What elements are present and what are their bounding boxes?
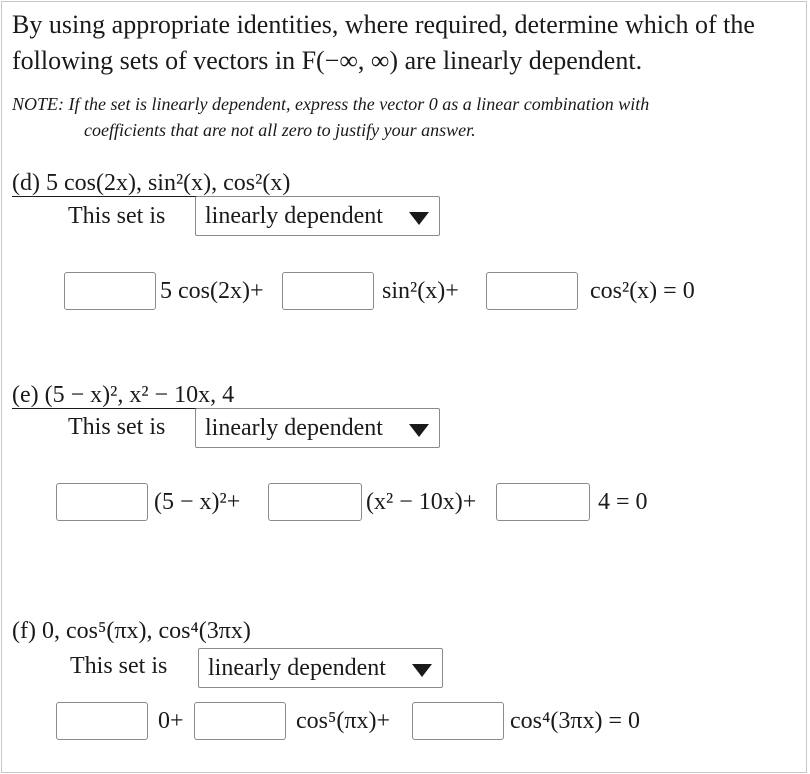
part-d-dropdown-value: linearly dependent (205, 203, 383, 229)
intro-line-1: By using appropriate identities, where required, determine which of the (12, 10, 755, 39)
part-f-term-1: 0+ (158, 708, 184, 734)
note-line-1 (12, 91, 649, 117)
part-f-dependence-dropdown[interactable] (198, 648, 443, 688)
part-f-coef-2-input[interactable] (194, 702, 286, 740)
part-e-coef-3-input[interactable] (496, 483, 590, 521)
part-f-term-2: cos⁵(πx)+ (296, 708, 390, 734)
part-d-statement: This set is (68, 203, 166, 229)
part-f-header: (f) 0, cos⁵(πx), cos⁴(3πx) (12, 618, 251, 644)
part-f-coef-3-input[interactable] (412, 702, 504, 740)
note-line-2: coefficients that are not all zero to justify your answer. (84, 120, 476, 140)
part-e-term-1: (5 − x)²+ (154, 489, 241, 515)
part-e-coef-1-input[interactable] (56, 483, 148, 521)
part-e-statement: This set is (68, 414, 166, 440)
part-d-term-3: cos²(x) = 0 (590, 278, 695, 304)
chevron-down-icon (409, 424, 429, 437)
part-d-coef-1-input[interactable] (64, 272, 156, 310)
part-e-coef-2-input[interactable] (268, 483, 362, 521)
part-f-term-3: cos⁴(3πx) = 0 (510, 708, 640, 734)
chevron-down-icon (409, 212, 429, 225)
intro-line-2: following sets of vectors in F(−∞, ∞) are linearly dependent. (12, 46, 643, 75)
part-e-term-2: (x² − 10x)+ (366, 489, 477, 515)
note-label: NOTE: (12, 94, 65, 114)
part-e-dependence-dropdown[interactable] (195, 408, 440, 448)
part-d-dependence-dropdown[interactable] (195, 196, 440, 236)
chevron-down-icon (412, 664, 432, 677)
part-d-term-1: 5 cos(2x)+ (160, 278, 264, 304)
part-d-coef-2-input[interactable] (282, 272, 374, 310)
part-d-coef-3-input[interactable] (486, 272, 578, 310)
part-d-term-2: sin²(x)+ (382, 278, 459, 304)
part-e-term-3: 4 = 0 (598, 489, 648, 515)
part-d-header: (d) 5 cos(2x), sin²(x), cos²(x) (12, 170, 291, 196)
part-f-coef-1-input[interactable] (56, 702, 148, 740)
part-e-dropdown-value: linearly dependent (205, 415, 383, 441)
part-f-statement: This set is (70, 653, 168, 679)
part-e-header: (e) (5 − x)², x² − 10x, 4 (12, 382, 235, 408)
part-f-dropdown-value: linearly dependent (208, 655, 386, 681)
note-text-1: If the set is linearly dependent, express the vector 0 as a linear combination with (68, 94, 650, 114)
